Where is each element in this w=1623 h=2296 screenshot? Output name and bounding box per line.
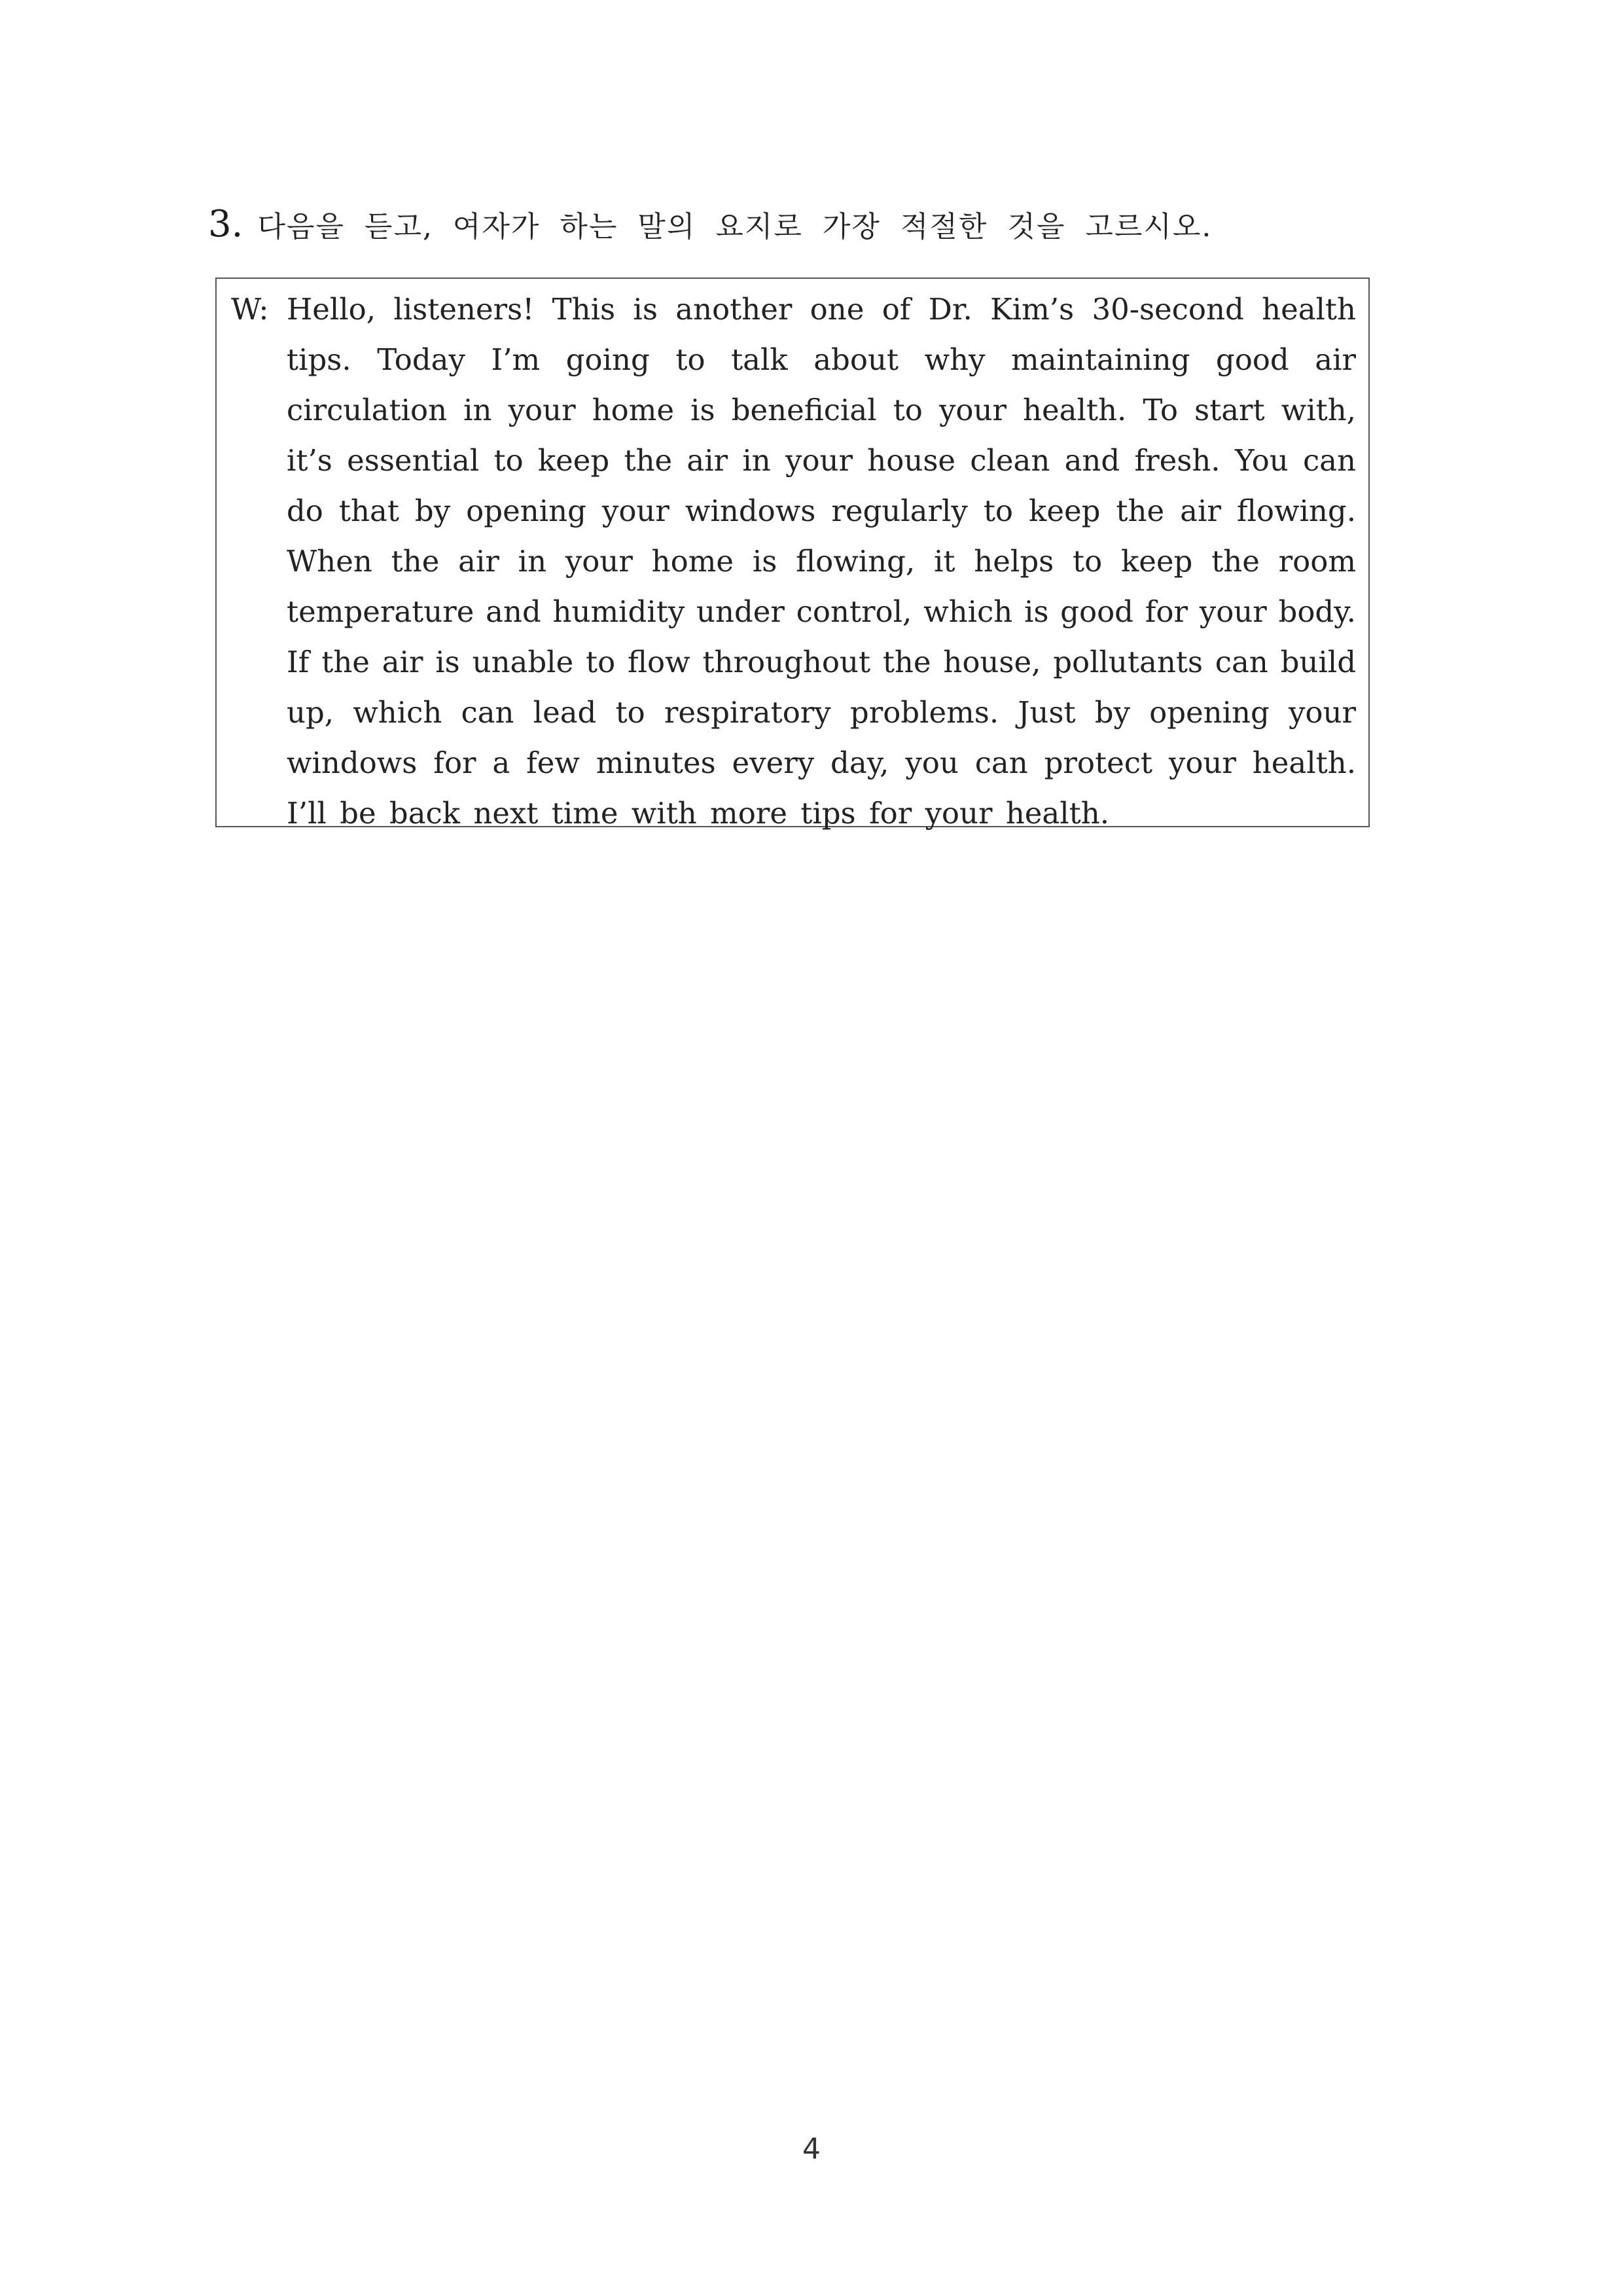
script-line: I’ll be back next time with more tips for your health. (287, 796, 1110, 831)
script-text (287, 284, 1356, 838)
speaker-label: W: (231, 292, 269, 327)
script-line: When the air in your home is flowing, it helps to keep the room (287, 544, 1356, 579)
question-header (208, 203, 1386, 245)
script-line: tips. Today I’m going to talk about why maintaining good air (287, 342, 1356, 377)
script-line: do that by opening your windows regularly to keep the air flowing. (287, 493, 1356, 528)
script-line: windows for a few minutes every day, you can protect your health. (287, 745, 1356, 780)
question-prompt: 다음을 듣고, 여자가 하는 말의 요지로 가장 적절한 것을 고르시오. (257, 210, 1213, 243)
script-line: circulation in your home is beneficial to your health. To start with, (287, 393, 1356, 427)
script-line: up, which can lead to respiratory problems. Just by opening your (287, 695, 1356, 730)
script-line: it’s essential to keep the air in your house clean and fresh. You can (287, 443, 1356, 478)
script-line: If the air is unable to flow throughout the house, pollutants can build (287, 645, 1356, 679)
script-line: Hello, listeners! This is another one of Dr. Kim’s 30-second health (287, 292, 1356, 327)
script-line: temperature and humidity under control, which is good for your body. (287, 594, 1356, 629)
page-number: 4 (802, 2132, 821, 2166)
listening-script-box (215, 278, 1370, 831)
question-number: 3. (208, 203, 243, 245)
